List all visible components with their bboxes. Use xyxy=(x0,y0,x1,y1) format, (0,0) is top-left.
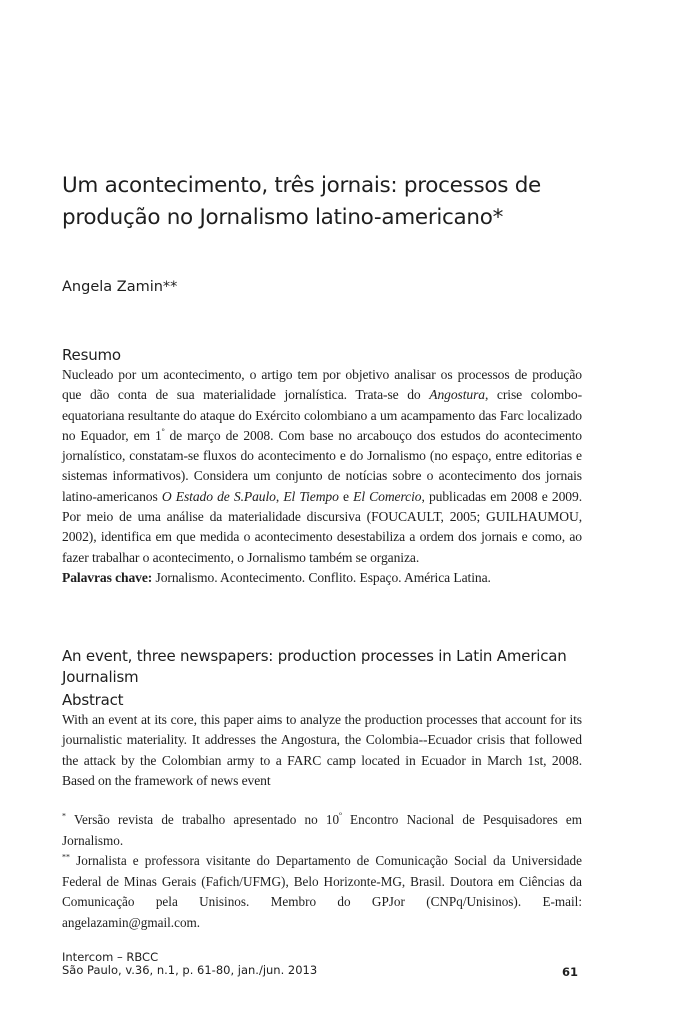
article-title: Um acontecimento, três jornais: processos de produção no Jornalismo latino-americano* xyxy=(62,173,541,230)
abstract-heading: Abstract xyxy=(62,691,124,709)
journal-name: Intercom – RBCC xyxy=(62,950,159,964)
footnote-1 xyxy=(62,810,582,851)
footnote-2-mark: ** xyxy=(62,852,70,862)
footnote-2 xyxy=(62,851,582,933)
abstract-paragraph: With an event at its core, this paper aims to analyze the production processes that account for its journalistic materiality. It addresses the Angostura, the Colombia--Ecuador crisis that followed the attack by the Colombian army to a FARC camp located in Ecuador in March 1st, 2008. Based on the framework of news event xyxy=(62,712,582,788)
english-title: An event, three newspapers: production processes in Latin American Journalism xyxy=(62,647,567,686)
page-number: 61 xyxy=(561,965,578,979)
footnotes xyxy=(62,810,582,933)
footnote-2-text: Jornalista e professora visitante do Departamento de Comunicação Social da Universidade Federal de Minas Gerais (Fafich/UFMG), Belo Horizonte-MG, Brasil. Doutora em Ciências da Comunicação pela Unisinos. Membro do GPJor (CNPq/Unisinos). E-mail: angelazamin@gmail.com. xyxy=(62,853,582,930)
footnote-1-mark: * xyxy=(62,811,66,821)
footnote-1-text-a: Versão revista de trabalho apresentado no 10 xyxy=(66,812,340,827)
resumo-sep-1: , xyxy=(275,488,284,504)
resumo-term-angostura: Angostura xyxy=(429,387,485,403)
newspaper-comercio: El Comercio xyxy=(353,488,422,504)
resumo-text-1: Nucleado por um acontecimento, o artigo tem por objetivo analisar os processos de produção que dão conta de sua materialidade jornalística. Trata-se do xyxy=(62,367,582,403)
keywords-label: Palavras chave: xyxy=(62,569,153,585)
resumo-sep-2: e xyxy=(338,488,354,504)
keywords-line xyxy=(62,568,582,588)
abstract-body xyxy=(62,710,582,791)
newspaper-tiempo: El Tiempo xyxy=(283,488,339,504)
resumo-body xyxy=(62,365,582,588)
keywords-list: Jornalismo. Acontecimento. Conflito. Espaço. América Latina. xyxy=(152,569,491,585)
newspaper-estado: O Estado de S.Paulo xyxy=(161,488,276,504)
page-footer xyxy=(62,951,582,977)
journal-citation: São Paulo, v.36, n.1, p. 61-80, jan./jun. 2013 xyxy=(62,963,318,977)
resumo-heading: Resumo xyxy=(62,346,121,364)
footnote-1-ordinal: º xyxy=(339,810,342,821)
ordinal-marker: º xyxy=(161,426,165,437)
article-page xyxy=(62,0,582,1024)
resumo-text-3: de março de 2008. Com base no arcabouço dos estudos do acontecimento jornalístico, constatam-se fluxos do acontecimento e do Jornalismo (no espaço, entre editorias e sistemas informativos). Considera um conjunto de notícias sobre o acontecimento dos jornais latino-americanos xyxy=(62,427,582,504)
resumo-text-2: , crise colombo-equatoriana resultante do ataque do Exército colombiano a um acampamento das Farc localizado no Equador, em 1 xyxy=(62,387,582,443)
resumo-paragraph xyxy=(62,365,582,568)
author-name: Angela Zamin** xyxy=(62,279,178,295)
resumo-text-4: , publicadas em 2008 e 2009. Por meio de uma análise da materialidade discursiva (FOUCAULT, 2005; GUILHAUMOU, 2002), identifica em que medida o acontecimento desestabiliza a ordem dos jornais e como, ao fazer trabalhar o acontecimento, o Jornalismo também se organiza. xyxy=(62,488,582,565)
footnote-1-text-b: Encontro Nacional de Pesquisadores em Jornalismo. xyxy=(62,812,582,848)
